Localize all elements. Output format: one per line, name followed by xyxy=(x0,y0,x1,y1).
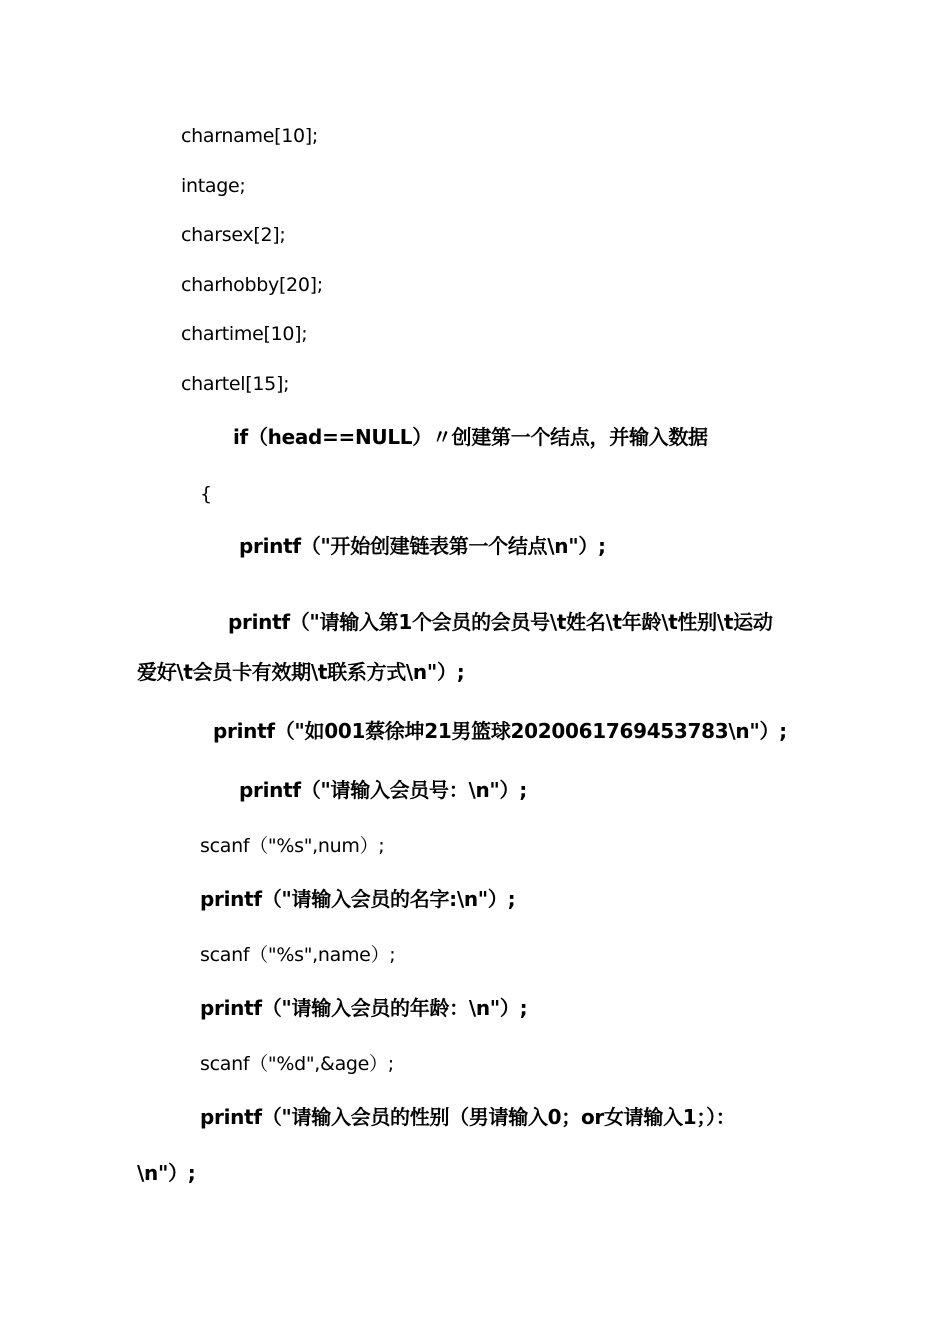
code-line: if（head==NULL）〃创建第一个结点，并输入数据 xyxy=(233,425,708,449)
code-line: chartime[10]; xyxy=(181,323,308,345)
code-line: printf（"请输入会员的年龄：\n"）; xyxy=(200,996,528,1020)
code-line: printf（"请输入第1个会员的会员号\t姓名\t年龄\t性别\t运动 xyxy=(228,610,773,634)
code-line: intage; xyxy=(181,175,246,197)
code-line: \n"）; xyxy=(137,1161,196,1185)
code-line: printf（"请输入会员号：\n"）; xyxy=(239,778,527,802)
code-line: printf（"请输入会员的性别（男请输入0；or女请输入1；）： xyxy=(200,1105,736,1129)
code-line: charsex[2]; xyxy=(181,224,286,246)
code-line: chartel[15]; xyxy=(181,373,290,395)
code-line: scanf（"%s",name）; xyxy=(200,944,396,966)
code-line: printf（"请输入会员的名字:\n"）; xyxy=(200,887,516,911)
code-line: 爱好\t会员卡有效期\t联系方式\n"）; xyxy=(137,660,465,684)
code-line: charname[10]; xyxy=(181,125,318,147)
code-line: { xyxy=(200,483,212,505)
code-line: charhobby[20]; xyxy=(181,274,323,296)
code-line: scanf（"%s",num）; xyxy=(200,835,385,857)
code-line: scanf（"%d",&age）; xyxy=(200,1053,394,1075)
code-line: printf（"开始创建链表第一个结点\n"）; xyxy=(239,534,606,558)
code-line: printf（"如001蔡徐坤21男篮球2020061769453783\n"）; xyxy=(213,719,787,743)
